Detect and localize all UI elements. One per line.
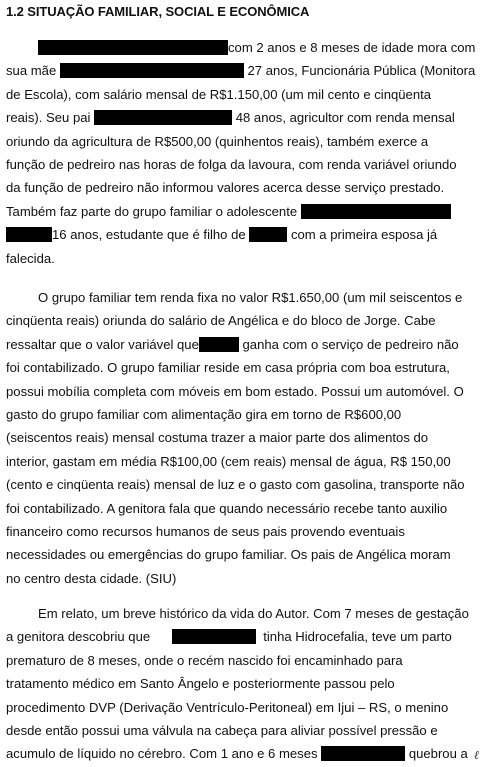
redaction-bar <box>38 40 228 55</box>
text-line: ressaltar que o valor variável que ganha com o serviço de pedreiro não <box>6 336 459 352</box>
section-heading: 1.2 SITUAÇÃO FAMILIAR, SOCIAL E ECONÔMICA <box>6 4 310 19</box>
redaction-bar <box>6 227 52 242</box>
text-line: gasto do grupo familiar com alimentação gira em torno de R$600,00 <box>6 406 402 422</box>
text-line: possui mobília completa com móveis em bom estado. Possui um automóvel. O <box>6 383 464 399</box>
handwritten-mark: ℓ <box>474 748 479 762</box>
paragraph-income <box>6 286 478 590</box>
text-line: oriundo da agricultura de R$500,00 (quinhentos reais), também exerce a <box>6 133 429 149</box>
text-line: a genitora descobriu que tinha Hidrocefalia, teve um parto <box>6 629 452 645</box>
text-line: função de pedreiro nas horas de folga da lavoura, com renda variável oriundo <box>6 156 457 172</box>
text-line: acumulo de líquido no cérebro. Com 1 ano e 6 meses quebrou a <box>6 746 468 762</box>
text-line: tratamento médico em Santo Ângelo e posteriormente passou pelo <box>6 676 395 692</box>
text-line: falecida. <box>6 250 55 266</box>
redaction-bar <box>199 337 239 352</box>
text-line: da função de pedreiro não informou valores acerca desse serviço prestado. <box>6 180 445 196</box>
text-line: (seiscentos reais) mensal costuma trazer a maior parte dos alimentos do <box>6 430 429 446</box>
text-line: reais). Seu pai 48 anos, agricultor com renda mensal <box>6 110 455 126</box>
text-line: interior, gastam em média R$100,00 (cem reais) mensal de água, R$ 150,00 <box>6 453 451 469</box>
text-line: foi contabilizado. O grupo familiar reside em casa própria com boa estrutura, <box>6 360 450 376</box>
text-line: no centro desta cidade. (SIU) <box>6 570 177 586</box>
paragraph-family-composition <box>6 36 478 270</box>
text-line: financeiro como recursos humanos de seus pais provendo eventuais <box>6 523 405 539</box>
text-line: O grupo familiar tem renda fixa no valor R$1.650,00 (um mil seiscentos e <box>38 290 463 305</box>
text-line: com 2 anos e 8 meses de idade mora com <box>6 36 478 59</box>
text-line: necessidades ou emergências do grupo familiar. Os pais de Angélica moram <box>6 547 451 563</box>
redaction-bar <box>60 63 244 78</box>
redaction-bar <box>301 204 451 219</box>
text-line: sua mãe 27 anos, Funcionária Pública (Monitora <box>6 63 476 79</box>
text-line: Em relato, um breve histórico da vida do Autor. Com 7 meses de gestação <box>38 606 469 621</box>
text-line: Também faz parte do grupo familiar o adolescente <box>6 200 478 223</box>
redaction-bar <box>94 110 232 125</box>
text-line: de Escola), com salário mensal de R$1.150,00 (um mil cento e cinqüenta <box>6 86 432 102</box>
text-line: cinqüenta reais) oriunda do salário de Angélica e do bloco de Jorge. Cabe <box>6 313 436 329</box>
paragraph-history <box>6 602 478 766</box>
redaction-bar <box>321 746 405 761</box>
text-line: foi contabilizado. A genitora fala que quando necessário recebe tanto auxilio <box>6 500 448 516</box>
text-line: (cento e cinqüenta reais) mensal de luz e o gasto com gasolina, transporte não <box>6 477 465 493</box>
text-line: prematuro de 8 meses, onde o recém nascido foi encaminhado para <box>6 652 403 668</box>
text-line: procedimento DVP (Derivação Ventrículo-Peritoneal) em Ijui – RS, o menino <box>6 699 449 715</box>
redaction-bar <box>249 227 287 242</box>
text-line: 16 anos, estudante que é filho de com a primeira esposa já <box>6 223 478 246</box>
redaction-bar <box>172 629 256 644</box>
text-line: desde então possui uma válvula na cabeça para aliviar possível pressão e <box>6 722 438 738</box>
